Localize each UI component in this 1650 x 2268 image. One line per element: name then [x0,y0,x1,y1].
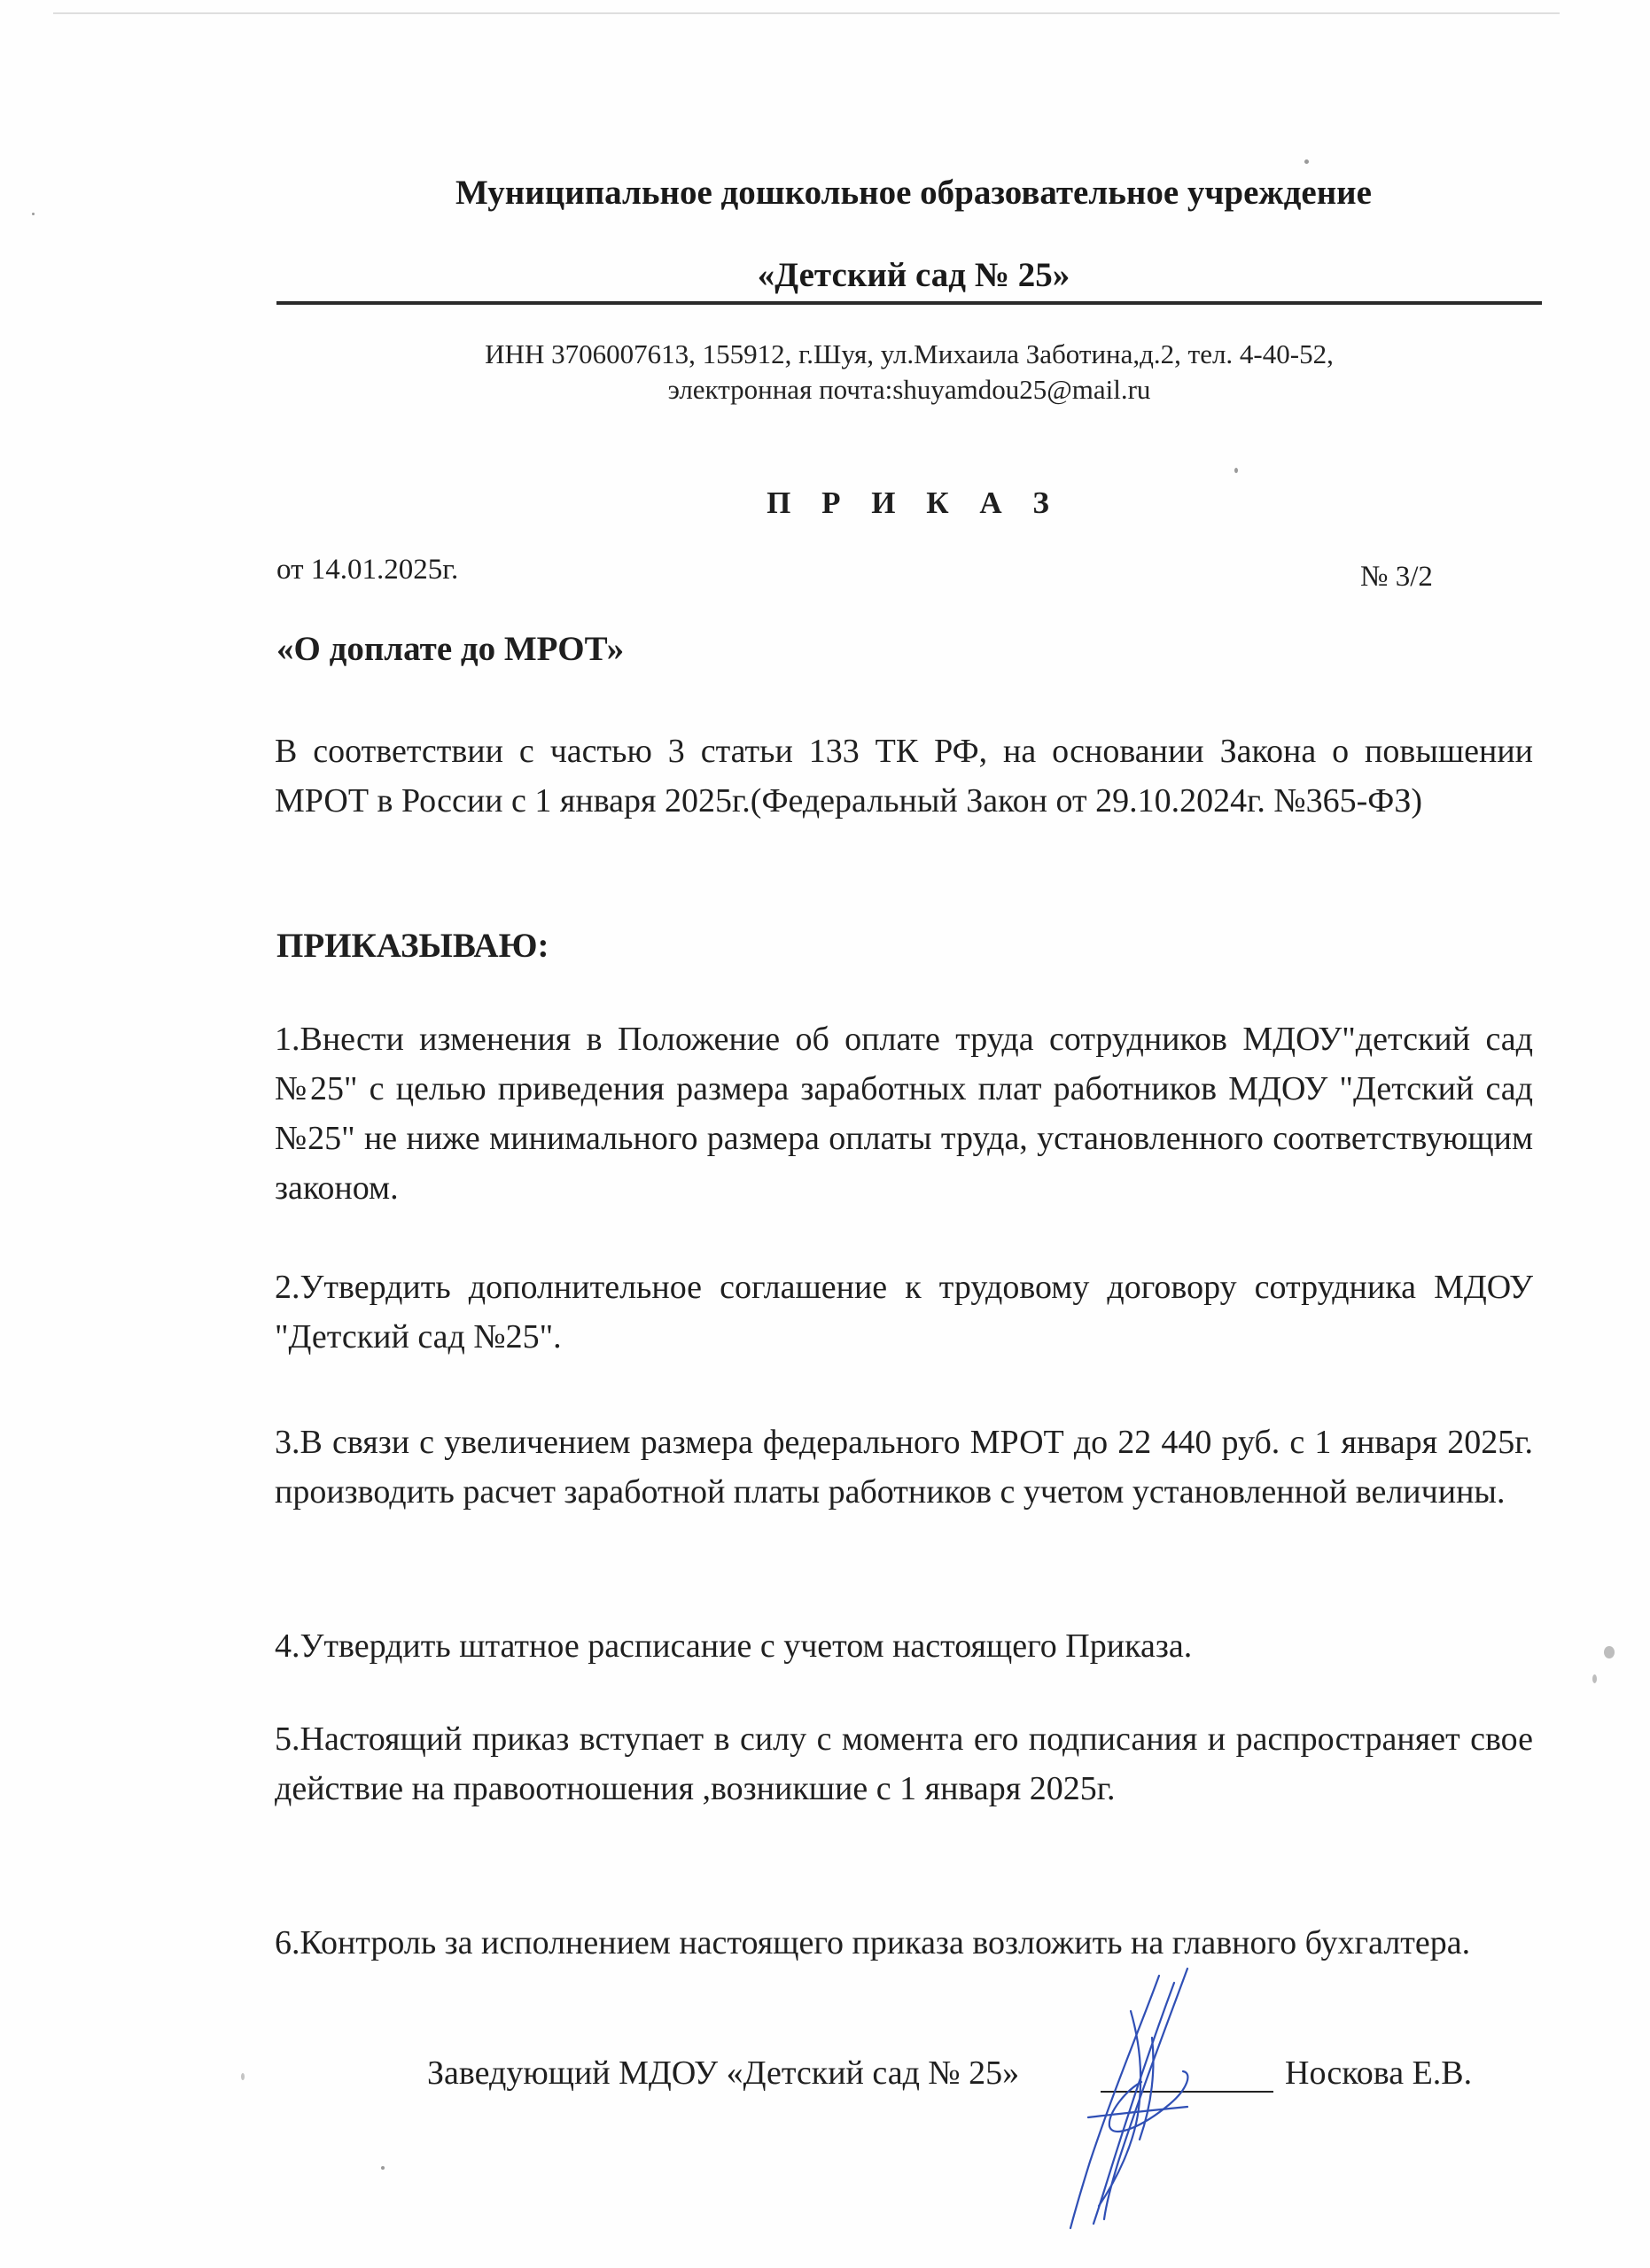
header-rule [276,301,1542,305]
scan-speck [32,213,35,215]
order-item-6: 6.Контроль за исполнением настоящего приказа возложить на главного бухгалтера. [275,1924,1471,1961]
order-item-2: 2.Утвердить дополнительное соглашение к трудовому договору сотрудника МДОУ "Детский сад №25". [275,1269,1533,1355]
order-number: № 3/2 [1360,561,1433,593]
order-item-1: 1.Внести изменения в Положение об оплате труда сотрудников МДОУ"детский сад №25" с целью приведения размера заработных плат работников МДОУ "Детский сад №25" не ниже минимального размера оплаты труда, установленного соответствующим законом. [275,1021,1533,1207]
preamble-paragraph: В соответствии с частью 3 статьи 133 ТК РФ, на основании Закона о повышении МРОТ в России с 1 января 2025г.(Федеральный Закон от 29.10.2024г. №365-ФЗ) [275,733,1533,819]
signature-row [427,2054,1579,2107]
organization-short-name: «Детский сад № 25» [757,256,1070,294]
scan-speck [241,2073,245,2080]
order-item-5: 5.Настоящий приказ вступает в силу с момента его подписания и распространяет свое действие на правоотношения ,возникшие с 1 января 2025г. [275,1720,1533,1807]
organization-name: Муниципальное дошкольное образовательное учреждение [455,174,1372,212]
scan-edge [53,12,1560,14]
handwritten-signature [1055,1958,1267,2241]
scan-speck [381,2166,385,2170]
signer-name: Носкова Е.В. [1285,2054,1473,2092]
scan-speck [1592,1674,1597,1683]
order-item-4: 4.Утвердить штатное расписание с учетом настоящего Приказа. [275,1627,1193,1665]
order-date: от 14.01.2025г. [276,554,459,586]
scan-speck [1604,1646,1615,1658]
order-item-3: 3.В связи с увеличением размера федерального МРОТ до 22 440 руб. с 1 января 2025г. производить расчет заработной платы работников с учетом установленной величины. [275,1424,1533,1511]
scan-speck [1234,468,1238,473]
scan-speck [1304,159,1309,164]
decree-heading: ПРИКАЗЫВАЮ: [276,927,549,965]
order-subject: «О доплате до МРОТ» [276,630,625,668]
signer-title: Заведующий МДОУ «Детский сад № 25» [427,2054,1020,2092]
contacts-line-2: электронная почта:shuyamdou25@mail.ru [667,374,1151,405]
contacts-line-1: ИНН 3706007613, 155912, г.Шуя, ул.Михаила Заботина,д.2, тел. 4-40-52, [485,338,1334,369]
order-title: П Р И К А З [767,485,1061,520]
